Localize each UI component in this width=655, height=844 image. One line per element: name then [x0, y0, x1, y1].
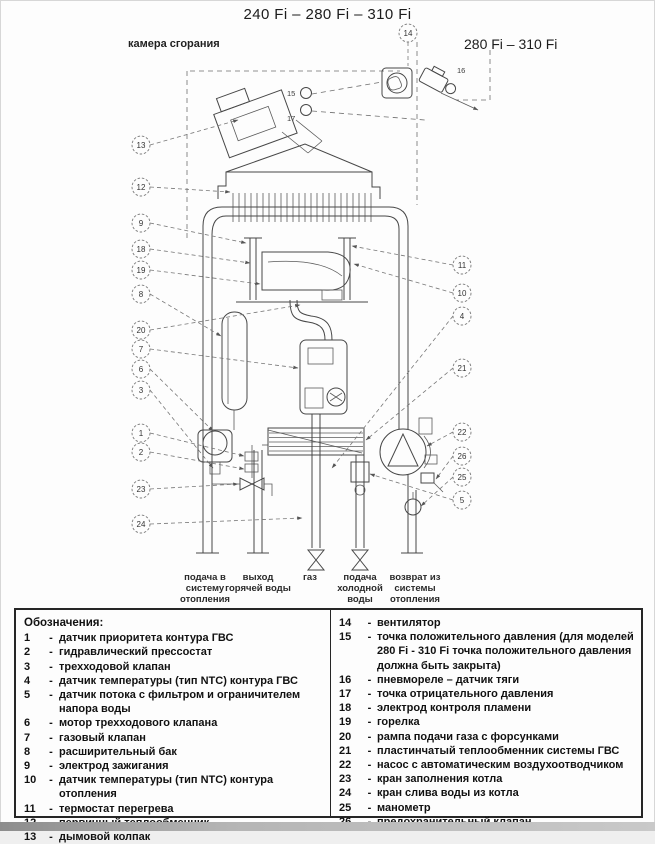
- svg-text:21: 21: [457, 364, 467, 373]
- svg-text:4: 4: [459, 312, 465, 321]
- legend-item-8: 8 - расширительный бак: [24, 745, 177, 758]
- legend-column-right: [331, 610, 641, 816]
- flow-sensor: [351, 462, 369, 495]
- callout-11: [352, 246, 471, 274]
- svg-text:19: 19: [136, 266, 146, 275]
- legend-item-19: 19 - горелка: [339, 716, 420, 729]
- pneumostat-icon: [419, 63, 461, 98]
- callout-23: [132, 480, 238, 498]
- expansion-tank: [222, 312, 247, 430]
- svg-text:26: 26: [457, 452, 467, 461]
- svg-text:5: 5: [459, 496, 465, 505]
- svg-text:6: 6: [138, 365, 144, 374]
- legend-item-25: 25 - манометр: [339, 801, 431, 814]
- legend-item-1: 1 - датчик приоритета контура ГВС: [24, 632, 234, 645]
- fan-icon: [382, 68, 412, 98]
- legend-item-5: 5 - датчик потока с фильтром и ограничителем напора воды: [24, 689, 301, 716]
- svg-text:22: 22: [457, 428, 467, 437]
- callout-12: [132, 178, 230, 196]
- legend-item-4: 4 - датчик температуры (тип NTC) контура ГВС: [24, 674, 298, 687]
- legend-item-24: 24 - кран слива воды из котла: [339, 787, 519, 800]
- fill-valve: [212, 478, 272, 496]
- legend-item-16: 16 - пневмореле – датчик тяги: [339, 673, 520, 686]
- models-label: 280 Fi – 310 Fi: [464, 36, 558, 52]
- svg-text:13: 13: [136, 141, 146, 150]
- legend-item-13: 13 - дымовой колпак: [24, 831, 151, 844]
- callout-19: [132, 261, 260, 284]
- legend-item-22: 22 - насос с автоматическим воздухоотводчиком: [339, 759, 624, 772]
- burner: [236, 238, 368, 302]
- callout-18: [132, 240, 250, 263]
- callout-14: [399, 24, 417, 66]
- pneumostat-pointer: [441, 93, 478, 110]
- svg-text:24: 24: [136, 520, 146, 529]
- svg-text:18: 18: [136, 245, 146, 254]
- callout-24: [132, 515, 302, 533]
- svg-text:11: 11: [457, 261, 467, 270]
- svg-text:10: 10: [457, 289, 467, 298]
- pump: [380, 418, 432, 475]
- smoke-hood: [218, 144, 380, 199]
- safety-valve: [421, 473, 443, 492]
- scan-artifact-strip: [0, 822, 655, 831]
- pipe-label: возврат из системы отопления: [389, 572, 441, 605]
- legend-box: [14, 608, 643, 844]
- page-title: 240 Fi – 280 Fi – 310 Fi: [243, 6, 412, 23]
- svg-text:2: 2: [138, 448, 144, 457]
- pipe-label: подача в систему отопления: [180, 572, 230, 605]
- callout-10: [354, 264, 471, 302]
- cold-water-valve-symbol: [352, 550, 368, 570]
- callout-layer: [132, 120, 471, 533]
- legend-item-14: 14 - вентилятор: [339, 617, 441, 629]
- flue-duct: [282, 120, 322, 153]
- legend-item-21: 21 - пластинчатый теплообменник системы ГВС: [339, 744, 620, 757]
- negative-pressure-point: [301, 105, 312, 116]
- legend-item-2: 2 - гидравлический прессостат: [24, 646, 213, 659]
- legend-item-9: 9 - электрод зажигания: [24, 760, 169, 773]
- label-17: 17: [287, 114, 296, 123]
- callout-4: [332, 307, 471, 468]
- legend-item-11: 11 - термостат перегрева: [24, 802, 174, 815]
- svg-text:7: 7: [138, 345, 144, 354]
- gas-valve-symbol: [308, 550, 324, 570]
- label-16: 16: [457, 66, 466, 75]
- gas-valve: [300, 340, 347, 414]
- plate-heat-exchanger: [268, 428, 364, 455]
- svg-text:9: 9: [138, 219, 144, 228]
- drain-fitting: [425, 455, 437, 464]
- svg-text:12: 12: [136, 183, 146, 192]
- pipe-label: подача холодной воды: [337, 572, 383, 605]
- bottom-pipes: [196, 414, 423, 553]
- pipe-label: выход горячей воды: [225, 572, 291, 594]
- legend-item-6: 6 - мотор трехходового клапана: [24, 717, 218, 730]
- legend-item-10: 10 - датчик температуры (тип NTC) контура отопления: [24, 774, 274, 801]
- callout-7: [132, 340, 298, 368]
- positive-pressure-point: [301, 88, 312, 99]
- callout-22: [427, 423, 471, 446]
- legend-item-23: 23 - кран заполнения котла: [339, 773, 503, 786]
- legend-item-17: 17 - точка отрицательного давления: [339, 688, 554, 701]
- chamber-casing: [203, 207, 416, 553]
- pipe-label: газ: [302, 572, 318, 583]
- legend-item-3: 3 - трехходовой клапан: [24, 660, 171, 673]
- svg-text:14: 14: [403, 29, 413, 38]
- callout-20: [132, 305, 300, 339]
- legend-item-18: 18 - электрод контроля пламени: [339, 702, 532, 715]
- svg-text:20: 20: [136, 326, 146, 335]
- priority-sensor-and-pressostat: [245, 445, 258, 478]
- combustion-chamber-label: камера сгорания: [128, 38, 220, 50]
- legend-item-20: 20 - рампа подачи газа с форсунками: [339, 730, 559, 743]
- legend-column-left: [16, 610, 331, 844]
- callout-9: [132, 214, 246, 243]
- legend-title: Обозначения:: [24, 617, 104, 629]
- svg-text:3: 3: [138, 386, 144, 395]
- legend-item-7: 7 - газовый клапан: [24, 731, 146, 744]
- svg-text:25: 25: [457, 473, 467, 482]
- flue-collector: [209, 77, 297, 158]
- svg-text:23: 23: [136, 485, 146, 494]
- callout-2: [132, 443, 244, 469]
- manometer: [405, 492, 421, 515]
- svg-text:8: 8: [138, 290, 144, 299]
- svg-text:1: 1: [138, 429, 144, 438]
- label-15: 15: [287, 89, 296, 98]
- legend-item-15: 15 - точка положительного давления (для моделей 280 Fi - 310 Fi точка положительного давления должна быть закрыта): [339, 631, 634, 672]
